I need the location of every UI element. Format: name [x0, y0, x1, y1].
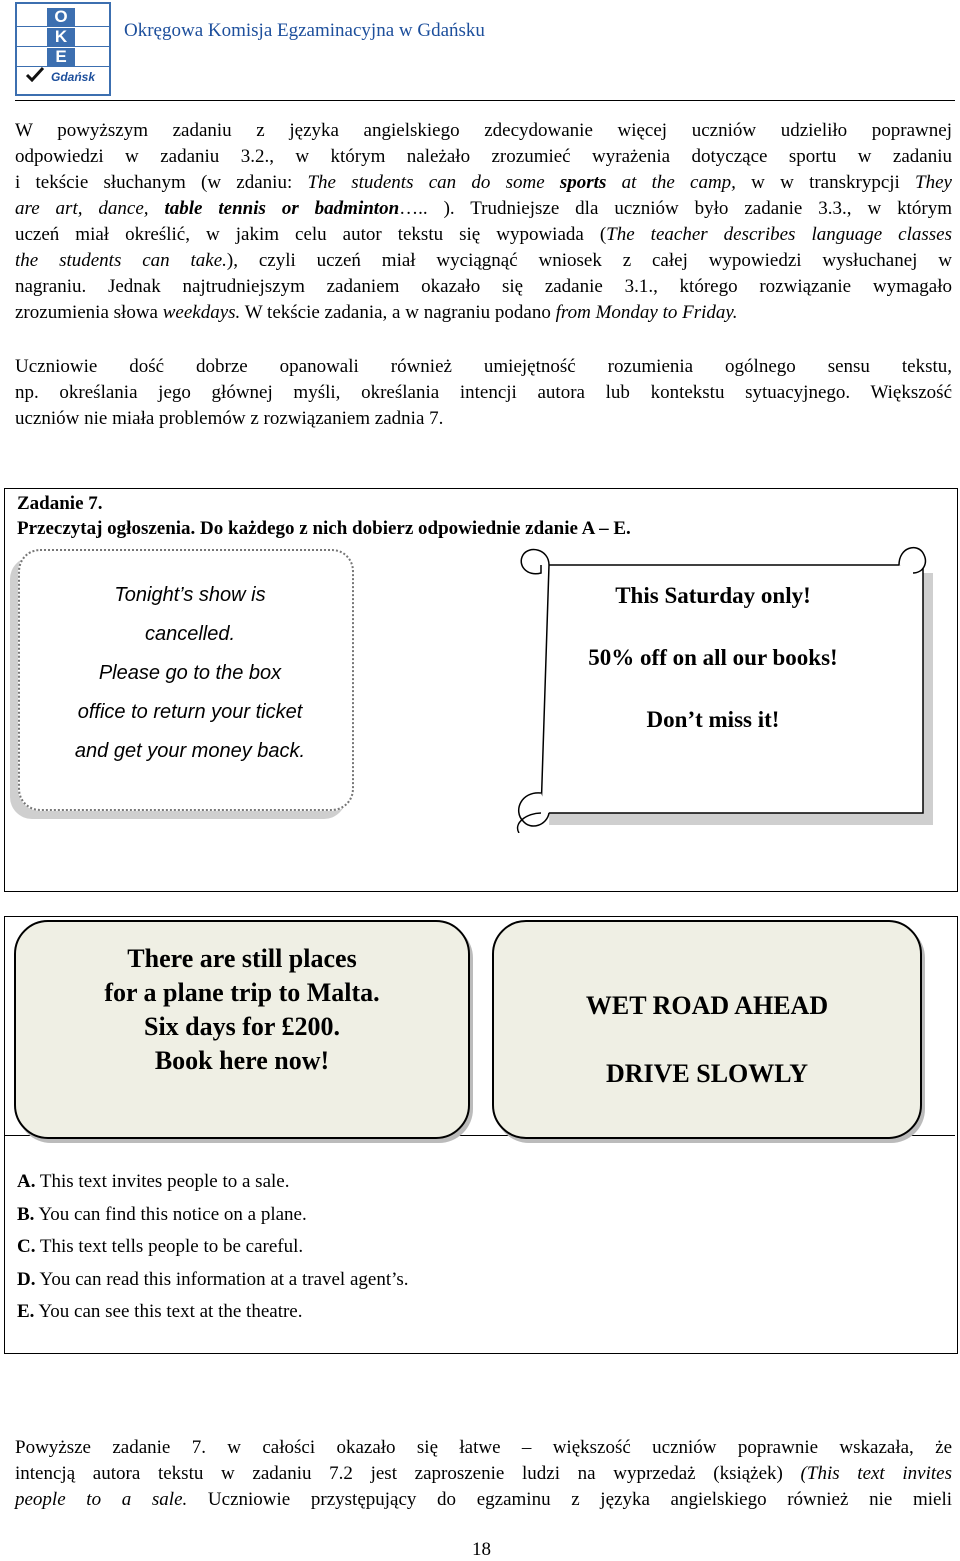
option-c: C. This text tells people to be careful. — [17, 1236, 304, 1257]
notice-travel: There are still places for a plane trip to Malta. Six days for £200. Book here now! — [14, 920, 470, 1139]
page-number: 18 — [472, 1539, 491, 1560]
paragraph-2: Uczniowie dość dobrze opanowali również umiejętność rozumienia ogólnego sensu tekstu, np. określania jego głównej myśli, określania intencji autora lub kontekstu sytuacyjnego. Większość uczniów nie miała problemów z rozwiązaniem zadnia 7. — [15, 356, 952, 429]
logo-letter-k: K — [47, 28, 75, 46]
option-e: E. You can see this text at the theatre. — [17, 1301, 303, 1322]
option-b: B. You can find this notice on a plane. — [17, 1204, 307, 1225]
checkmark-icon — [25, 66, 45, 82]
logo-letter-o: O — [47, 8, 75, 26]
option-a: A. This text invites people to a sale. — [17, 1171, 290, 1192]
option-d: D. You can read this information at a travel agent’s. — [17, 1269, 409, 1290]
notice-bookshop-scroll: This Saturday only! 50% off on all our books! Don’t miss it! — [513, 543, 933, 833]
logo-caption: Gdańsk — [51, 70, 96, 84]
task-title: Zadanie 7. — [17, 493, 103, 514]
header-title: Okręgowa Komisja Egzaminacyjna w Gdańsku — [124, 20, 485, 41]
paragraph-3: Powyższe zadanie 7. w całości okazało się łatwe – większość uczniów poprawnie wskazała, że intencją autora tekstu w zadaniu 7.2 jest zaproszenie ludzi na wyprzedaż (książek) (This text invites people to a sale. Uczniowie przystępujący do egzaminu z języka angielskiego również nie mieli — [15, 1437, 953, 1510]
notice-theatre: Tonight’s show is cancelled. Please go to the box office to return your ticket and get your money back. — [18, 549, 354, 811]
oke-logo — [15, 2, 111, 96]
paragraph-1: W powyższym zadaniu z języka angielskiego zdecydowanie więcej uczniów udzieliło poprawnej odpowiedzi w zadaniu 3.2., w którym należało zrozumieć wyrażenia dotyczące sportu w zadaniu i tekście słuchanym (w zdaniu: The students can do some sports at the camp, w w transkrypcji They are art, dance, table tennis or badminton….. ). Trudniejsze dla uczniów było zadanie 3.3., w którym uczeń miał określić, w jakim celu autor tekstu się wypowiada (The teacher describes language classes the students can take.), czyli uczeń miał wyciągnąć wniosek z całej wypowiedzi wysłuchanej w nagraniu. Jednak najtrudniejszym zadaniem okazało się zadanie 3.1., którego rozwiązanie wymagało zrozumienia słowa weekdays. W tekście zadania, a w nagraniu podano from Monday to Friday. — [15, 120, 952, 323]
logo-letter-e: E — [47, 48, 75, 66]
task-instruction: Przeczytaj ogłoszenia. Do każdego z nich dobierz odpowiednie zdanie A – E. — [17, 518, 631, 539]
notice-road: WET ROAD AHEAD DRIVE SLOWLY — [492, 920, 922, 1139]
header-divider — [15, 100, 955, 101]
